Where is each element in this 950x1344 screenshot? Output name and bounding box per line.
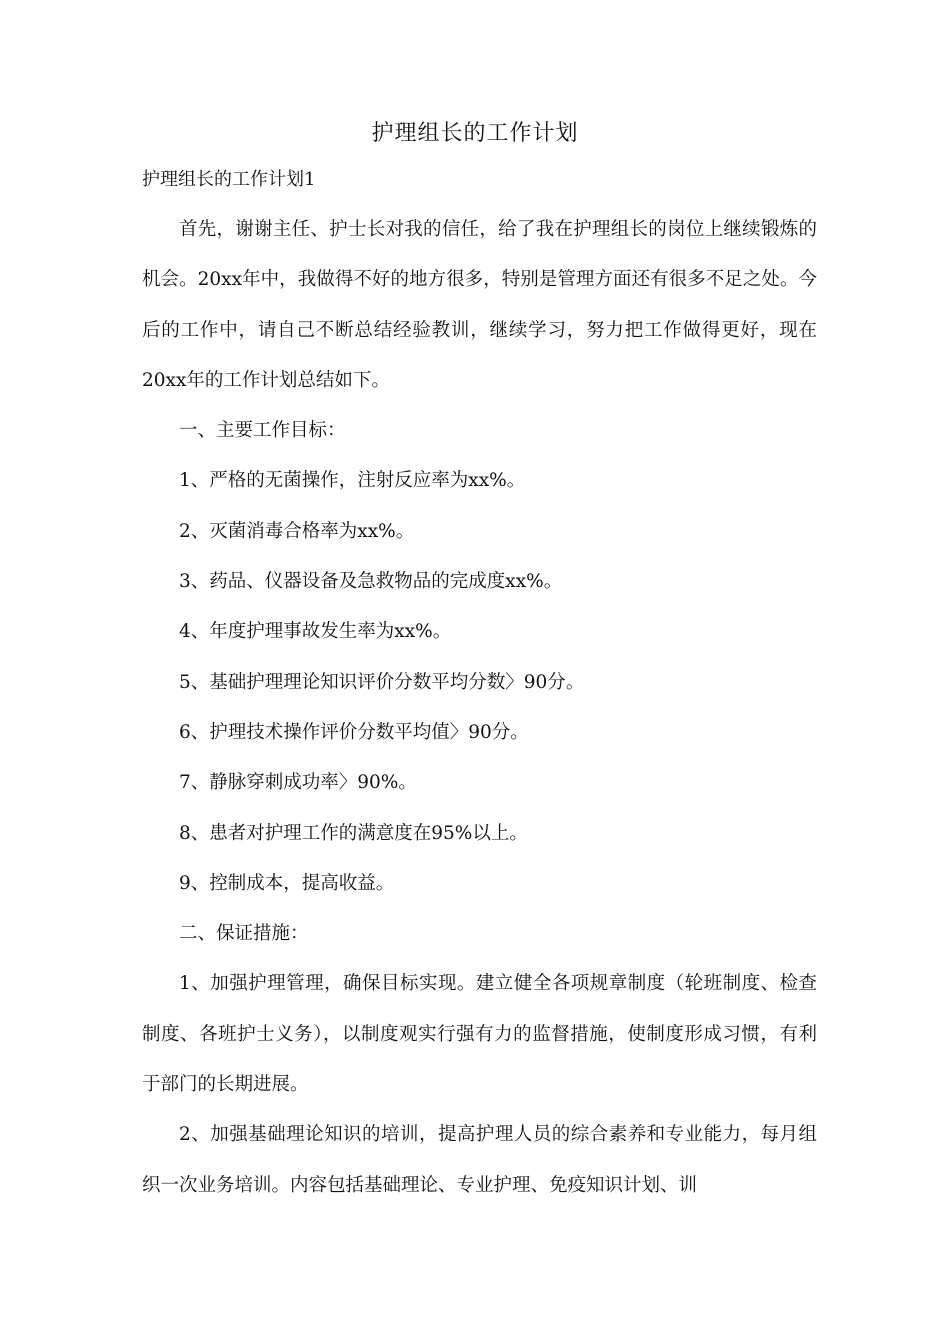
heading-main-goals: 一、主要工作目标： [179,420,346,442]
section-title: 护理组长的工作计划1 [142,169,316,190]
goal-item-3: 3、药品、仪器设备及急救物品的完成度xx%。 [179,571,563,593]
goal-item-5: 5、基础护理理论知识评价分数平均分数〉90分。 [179,671,585,693]
goal-item-7: 7、静脉穿刺成功率〉90%。 [179,772,417,794]
goal-item-9: 9、控制成本，提高收益。 [179,872,395,894]
goal-item-1: 1、严格的无菌操作，注射反应率为xx%。 [179,470,526,492]
document-body [142,205,817,1211]
heading-measures: 二、保证措施： [179,923,309,945]
measure-item-2: 2、加强基础理论知识的培训，提高护理人员的综合素养和专业能力，每月组织一次业务培训。内容包括基础理论、专业护理、免疫知识计划、训 [142,1124,817,1196]
goal-item-2: 2、灭菌消毒合格率为xx%。 [179,520,415,542]
goal-item-8: 8、患者对护理工作的满意度在95%以上。 [179,822,528,844]
goal-item-6: 6、护理技术操作评价分数平均值〉90分。 [179,721,529,743]
intro-paragraph: 首先，谢谢主任、护士长对我的信任，给了我在护理组长的岗位上继续锻炼的机会。20xx年中，我做得不好的地方很多，特别是管理方面还有很多不足之处。今后的工作中，请自己不断总结经验教训，继续学习，努力把工作做得更好，现在20xx年的工作计划总结如下。 [142,219,817,391]
document-title: 护理组长的工作计划 [371,121,579,146]
goal-item-4: 4、年度护理事故发生率为xx%。 [179,621,452,643]
measure-item-1: 1、加强护理管理，确保目标实现。建立健全各项规章制度（轮班制度、检查制度、各班护士义务），以制度观实行强有力的监督措施，使制度形成习惯，有利于部门的长期进展。 [142,973,817,1096]
